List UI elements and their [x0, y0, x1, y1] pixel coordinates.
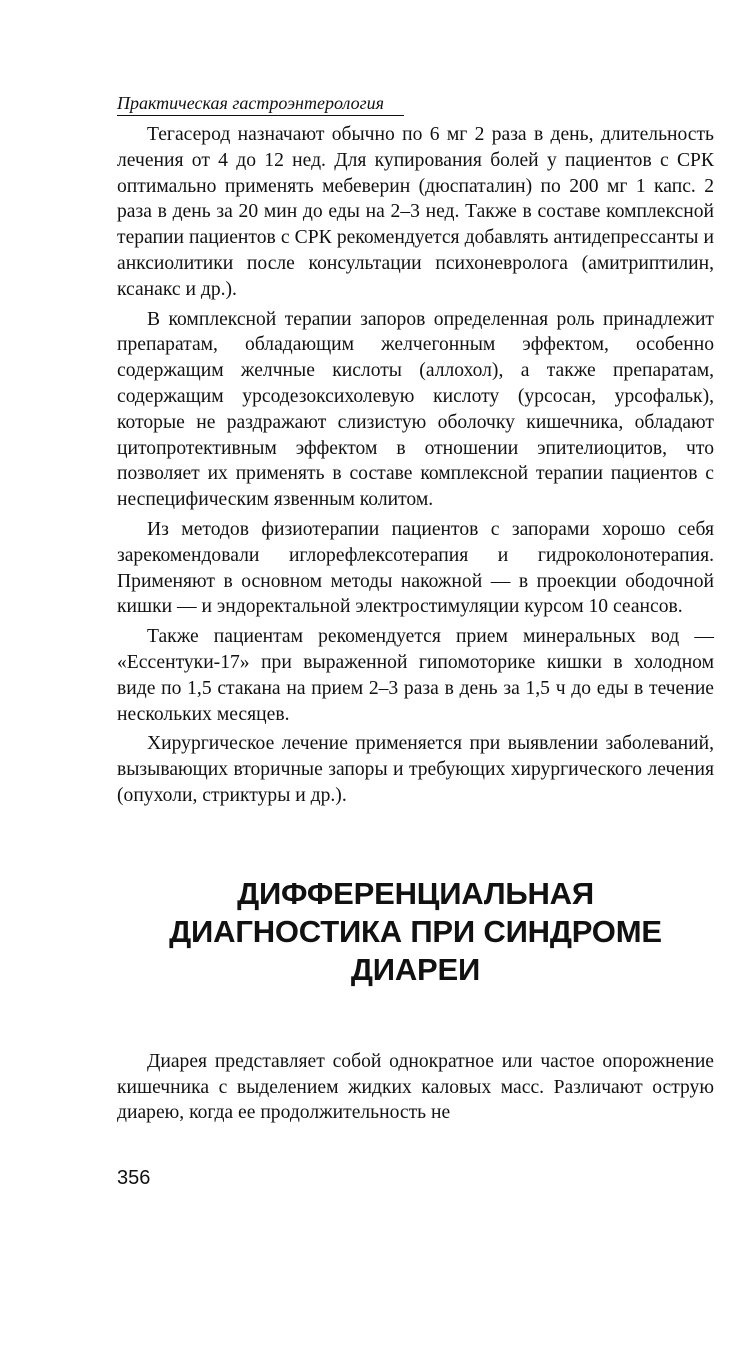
- book-page: [117, 92, 714, 1130]
- page-number: 356: [117, 1167, 151, 1189]
- section-heading-line: ДИАГНОСТИКА ПРИ СИНДРОМЕ: [169, 913, 662, 949]
- paragraph: Диарея представляет собой однократное или частое опорожнение кишечника с выделением жидких каловых масс. Различают острую диарею, когда ее продолжительность не: [117, 1050, 714, 1124]
- section-heading-line: ДИАРЕИ: [350, 951, 481, 987]
- main-text: [117, 122, 714, 809]
- section-text: [117, 1049, 714, 1126]
- running-header: Практическая гастроэнтерология: [117, 92, 404, 116]
- paragraph: Хирургическое лечение применяется при выявлении заболеваний, вызывающих вторичные запоры и требующих хирургического лечения (опухоли, стриктуры и др.).: [117, 733, 714, 806]
- section-heading: [117, 875, 714, 989]
- section-heading-line: ДИФФЕРЕНЦИАЛЬНАЯ: [237, 875, 594, 911]
- paragraph: Из методов физиотерапии пациентов с запорами хорошо себя зарекомендовали иглорефлексотерапия и гидроколонотерапия. Применяют в основном методы накожной — в проекции ободочной кишки — и эндоректальной электростимуляции курсом 10 сеансов.: [117, 518, 714, 618]
- paragraph: В комплексной терапии запоров определенная роль принадлежит препаратам, обладающим желчегонным эффектом, особенно содержащим желчные кислоты (аллохол), а также препаратам, содержащим урсодезоксихолевую кислоту (урсосан, урсофальк), которые не раздражают слизистую оболочку кишечника, обладают цитопротективным эффектом в отношении эпителиоцитов, что позволяет их применять в составе комплексной терапии пациентов с неспецифическим язвенным колитом.: [117, 308, 714, 511]
- paragraph: Тегасерод назначают обычно по 6 мг 2 раза в день, длительность лечения от 4 до 12 нед. Для купирования болей у пациентов с СРК оптимально применять мебеверин (дюспаталин) по 200 мг 1 капс. 2 раза в день за 20 мин до еды на 2–3 нед. Также в составе комплексной терапии пациентов с СРК рекомендуется добавлять антидепрессанты и анксиолитики после консультации психоневролога (амитриптилин, ксанакс и др.).: [117, 124, 714, 300]
- paragraph: Также пациентам рекомендуется прием минеральных вод — «Ессентуки-17» при выраженной гипомоторике кишки в холодном виде по 1,5 стакана на прием 2–3 раза в день за 1,5 ч до еды в течение нескольких месяцев.: [117, 626, 714, 725]
